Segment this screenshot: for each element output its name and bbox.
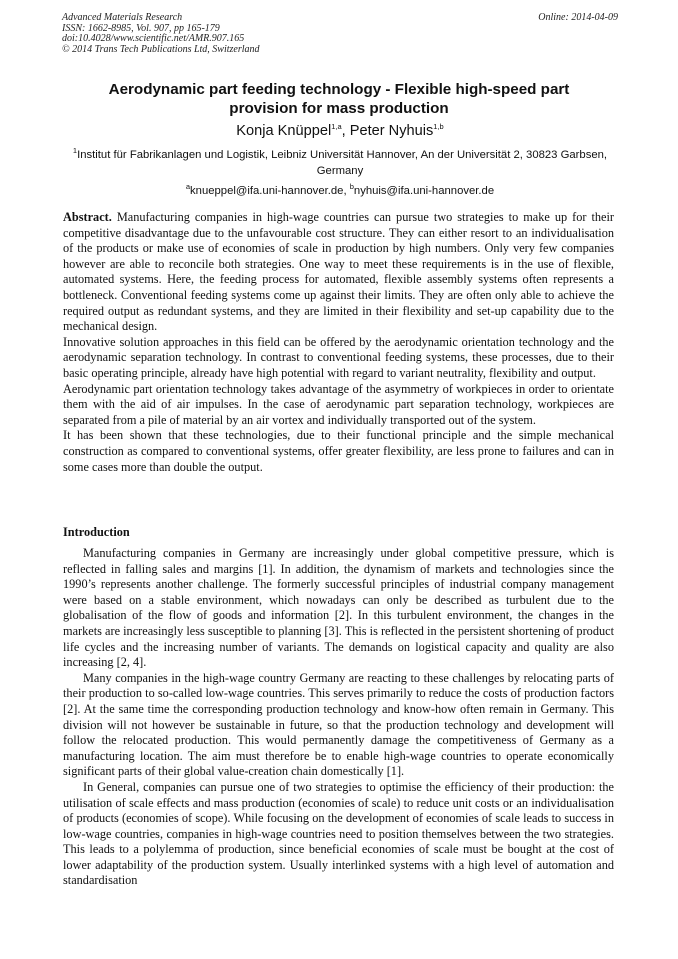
issn-line: ISSN: 1662-8985, Vol. 907, pp 165-179 <box>62 22 220 34</box>
online-date: Online: 2014-04-09 <box>538 12 618 23</box>
journal-header <box>62 13 618 55</box>
introduction-paragraph: In General, companies can pursue one of two strategies to optimise the efficiency of their production: the utilisation of scale effects and mass production (economies of scale) to reduce unit costs or an individualisation of products (economies of scope). While focusing on the development of economies of scale leads to success in low-wage countries, companies in high-wage countries need to position themselves between the two strategies. This leads to a polylemma of production, since beneficial economies of scale must be bought at the cost of lower adaptability of the production system. Usually interlinked systems with a high level of automation and standardisation <box>63 779 614 888</box>
email-list <box>62 184 618 199</box>
author-superscript: 1,b <box>433 122 444 132</box>
abstract-text: Manufacturing companies in high-wage countries can pursue two strategies to make up for their competitive disadvantage due to the unfavourable cost structure. They can either resort to an individualisation of the products or make use of economies of scale in production by high numbers. Only very few companies however are able to reconcile both strategies. One way to meet these requirements is in the use of flexible, automated systems. Here, the feeding process for automated, flexible assembly systems often represents a bottleneck. Conventional feeding systems come up against their limits. They are often only able to achieve the required output as redundant systems, and they are limited in their flexibility and set-up capability due to the mechanical design. <box>63 210 615 334</box>
email-superscript: a <box>185 182 191 192</box>
doi-line: doi:10.4028/www.scientific.net/AMR.907.165 <box>62 33 245 45</box>
abstract-section <box>63 210 614 475</box>
journal-name: Advanced Materials Research <box>62 12 183 23</box>
author-superscript: 1,a <box>331 122 342 132</box>
introduction-section <box>63 546 614 889</box>
copyright-line: © 2014 Trans Tech Publications Ltd, Switzerland <box>62 43 260 55</box>
author-list <box>62 122 618 140</box>
affiliation-text: Institut für Fabrikanlagen und Logistik, Leibniz Universität Hannover, An der Universität 2, 30823 Garbsen, Germany <box>77 149 608 177</box>
abstract-paragraph: Innovative solution approaches in this field can be offered by the aerodynamic orientation technology and the aerodynamic separation technology. In contrast to conventional feeding systems, these processes, due to their basic operating principle, already have high potential with regard to variant neutrality, flexibility and output. <box>63 334 614 380</box>
section-heading-introduction: Introduction <box>63 525 130 539</box>
abstract-paragraph: It has been shown that these technologies, due to their functional principle and the simple mechanical construction as compared to conventional systems, offer greater flexibility, are less prone to failures and can in some cases more than double the output. <box>63 428 614 474</box>
introduction-paragraph: Manufacturing companies in Germany are increasingly under global competitive pressure, which is reflected in falling sales and margins [1]. In addition, the dynamism of markets and technologies since the 1990’s represents another challenge. The formerly successful principles of industrial company management were based on a stable environment, which nowadays can only be described as turbulent due to the globalisation of the flow of goods and information [2]. In this turbulent environment, the changes in the markets are increasingly less susceptible to planning [3]. This is reflected in the persistent shortening of product life cycles and the increasing number of variants. The demands on logistical capacity and quality are also increasing [2, 4]. <box>63 546 614 670</box>
author-separator: , <box>341 123 350 139</box>
introduction-paragraph: Many companies in the high-wage country Germany are reacting to these challenges by relocating parts of their production to so-called low-wage countries. This serves primarily to reduce the costs of production factors [2]. At the same time the corresponding production technology and know-how often remain in Germany. This division will not however be sustainable in future, so that the production technology and development will follow the relocated production. This would permanently damage the competitiveness of Germany as a manufacturing location. The aim must therefore be to enable high-wage countries to operate economically significant parts of their global value-creation chain domestically [1]. <box>63 670 614 779</box>
abstract-paragraph <box>63 210 614 335</box>
paper-title: Aerodynamic part feeding technology - Flexible high-speed part provision for mass production <box>108 81 570 117</box>
email-address[interactable]: knueppel@ifa.uni-hannover.de <box>190 185 344 197</box>
author-name: Konja Knüppel <box>236 123 332 139</box>
email-separator: , <box>343 185 350 197</box>
abstract-paragraph: Aerodynamic part orientation technology takes advantage of the asymmetry of workpieces in order to orientate them with the aid of air impulses. In the case of aerodynamic part separation technology, workpieces are separated from a pile of material by an air vortex and individually transported out of the system. <box>63 381 614 427</box>
affiliation-superscript: 1 <box>72 146 78 156</box>
affiliation <box>62 148 618 179</box>
author-name: Peter Nyhuis <box>349 123 434 139</box>
email-superscript: b <box>349 182 354 192</box>
email-address[interactable]: nyhuis@ifa.uni-hannover.de <box>353 185 495 197</box>
abstract-label: Abstract. <box>63 210 112 224</box>
